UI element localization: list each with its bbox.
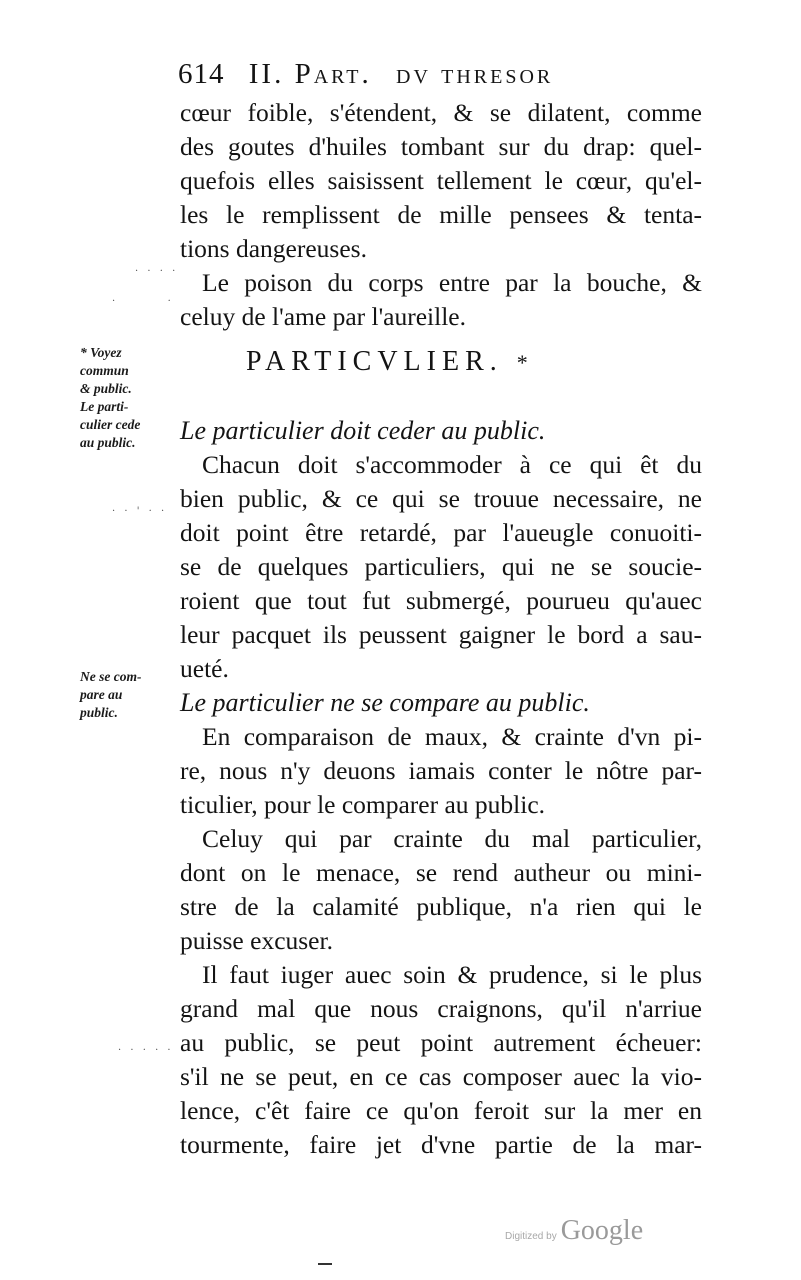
margin-note-line: Le parti- bbox=[80, 399, 129, 414]
margin-note-line: public. bbox=[80, 705, 118, 720]
digitized-label: Digitized by bbox=[505, 1231, 557, 1242]
margin-note-line: * Voyez bbox=[80, 345, 122, 360]
text-line: Le poison du corps entre par la bouche, & bbox=[202, 268, 702, 297]
text-line: celuy de l'ame par l'aureille. bbox=[180, 302, 467, 331]
text-line: tourmente, faire jet d'vne partie de la mar- bbox=[180, 1130, 702, 1159]
digitized-watermark bbox=[505, 1215, 643, 1247]
running-head bbox=[178, 58, 658, 91]
text-line: re, nous n'y deuons iamais conter le nôtre par- bbox=[180, 756, 702, 785]
margin-note-line: pare au bbox=[80, 687, 123, 702]
text-line: quefois elles saisissent tellement le cœur, qu'el- bbox=[180, 166, 702, 195]
text-line: puisse excuser. bbox=[180, 926, 333, 955]
text-line: Chacun doit s'accommoder à ce qui êt du bbox=[202, 450, 702, 479]
text-line: bien public, & ce qui se trouue necessaire, ne bbox=[180, 484, 702, 513]
margin-note-2 bbox=[80, 668, 180, 722]
body-text bbox=[180, 96, 702, 1162]
text-line: doit point être retardé, par l'aueugle conuoiti- bbox=[180, 518, 702, 547]
ink-specks: · · · · · bbox=[118, 1045, 174, 1056]
text-line: cœur foible, s'étendent, & se dilatent, comme bbox=[180, 98, 702, 127]
paragraph-3 bbox=[180, 822, 702, 958]
text-line: En comparaison de maux, & crainte d'vn pi- bbox=[202, 722, 702, 751]
margin-note-line: Ne se com- bbox=[80, 669, 142, 684]
heading-1: Le particulier doit ceder au public. bbox=[180, 416, 546, 445]
margin-note-line: commun bbox=[80, 363, 129, 378]
section-title bbox=[246, 346, 646, 378]
text-line: s'il ne se peut, en ce cas composer auec la vio- bbox=[180, 1062, 702, 1091]
text-line: les le remplissent de mille pensees & tenta- bbox=[180, 200, 702, 229]
text-line: Il faut iuger auec soin & prudence, si le plus bbox=[202, 960, 702, 989]
bottom-rule bbox=[318, 1263, 332, 1265]
margin-note-line: au public. bbox=[80, 435, 136, 450]
text-line: se de quelques particuliers, qui ne se soucie- bbox=[180, 552, 702, 581]
paragraph-2 bbox=[180, 720, 702, 822]
text-line: ueté. bbox=[180, 654, 229, 683]
text-line: des goutes d'huiles tombant sur du drap: quel- bbox=[180, 132, 702, 161]
section-title-text: PARTICVLIER. bbox=[246, 346, 503, 377]
text-line: leur pacquet ils peussent gaigner le bord a sau- bbox=[180, 620, 702, 649]
text-line: stre de la calamité publique, n'a rien qui le bbox=[180, 892, 702, 921]
page-number: 614 bbox=[178, 58, 225, 90]
text-line: roient que tout fut submergé, pourueu qu'auec bbox=[180, 586, 702, 615]
text-line: au public, se peut point autrement écheuer: bbox=[180, 1028, 702, 1057]
margin-note-1 bbox=[80, 344, 180, 452]
margin-note-line: culier cede bbox=[80, 417, 141, 432]
running-head-part: II. Part. bbox=[248, 58, 372, 90]
paragraph-poison bbox=[180, 266, 702, 334]
text-line: tions dangereuses. bbox=[180, 234, 367, 263]
text-line: ticulier, pour le comparer au public. bbox=[180, 790, 546, 819]
ink-specks: · · · · bbox=[135, 266, 179, 277]
margin-note-line: & public. bbox=[80, 381, 132, 396]
asterisk-mark: * bbox=[516, 350, 534, 375]
paragraph-1 bbox=[180, 448, 702, 686]
google-logo: Google bbox=[560, 1215, 644, 1246]
ink-specks: · · bbox=[112, 296, 174, 307]
ink-specks: · · ' · · bbox=[112, 506, 168, 517]
text-line: lence, c'êt faire ce qu'on feroit sur la mer en bbox=[180, 1096, 702, 1125]
paragraph-4 bbox=[180, 958, 702, 1162]
running-head-title: dv thresor bbox=[396, 58, 554, 90]
text-line: Celuy qui par crainte du mal particulier, bbox=[202, 824, 702, 853]
text-line: grand mal que nous craignons, qu'il n'arriue bbox=[180, 994, 702, 1023]
paragraph-top bbox=[180, 96, 702, 266]
text-line: dont on le menace, se rend autheur ou mini- bbox=[180, 858, 702, 887]
heading-2: Le particulier ne se compare au public. bbox=[180, 688, 590, 717]
